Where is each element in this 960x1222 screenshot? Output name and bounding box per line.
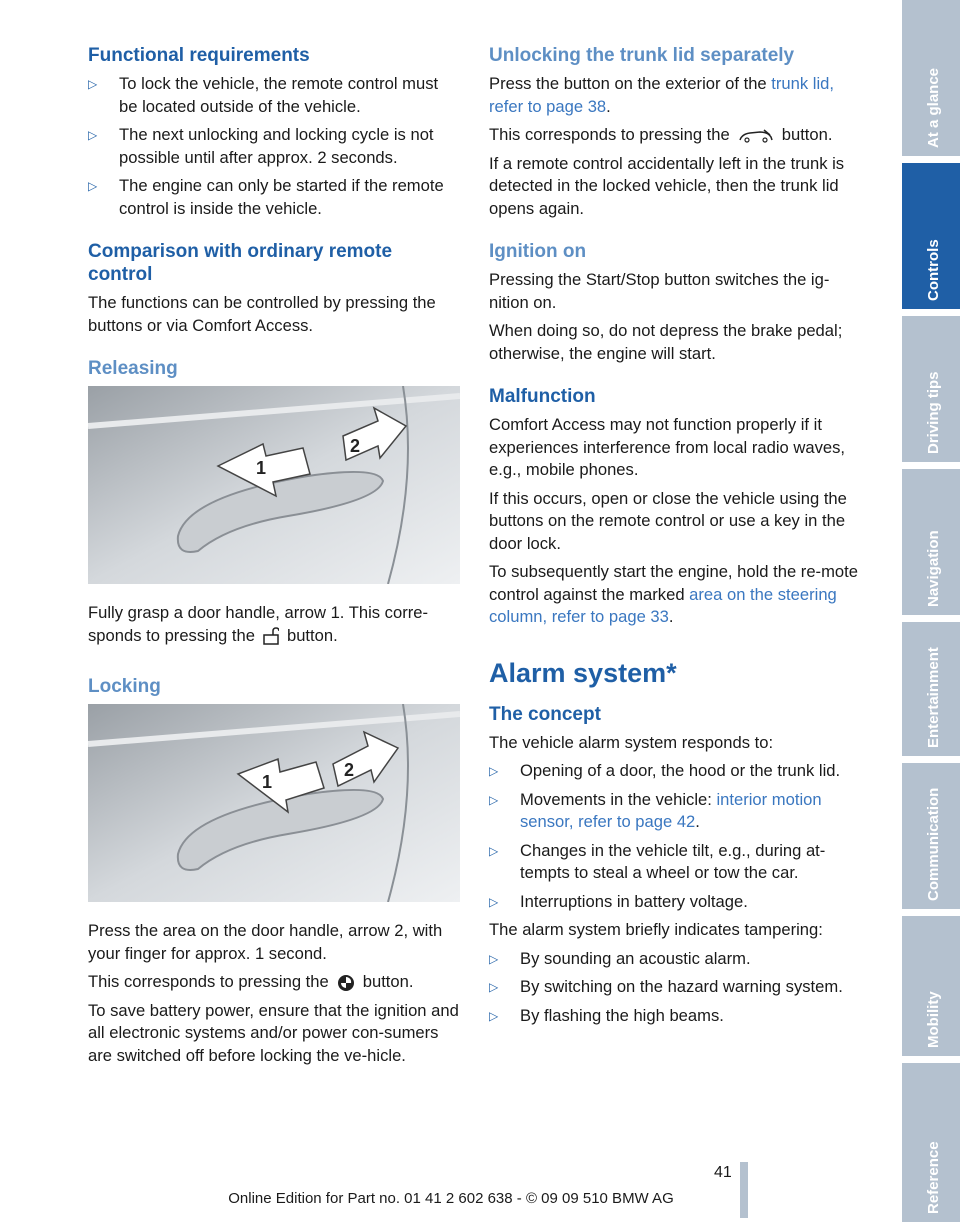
trunk-text-b: If a remote control accidentally left in the trunk is detected in the locked vehicle, then the trunk lid opens again. (489, 153, 845, 218)
functional-heading: Functional requirements (88, 45, 310, 66)
list-item: ▷ Movements in the vehicle: interior motion sensor, refer to page 42. (489, 789, 822, 831)
concept-list (489, 760, 861, 913)
tab-at-a-glance[interactable]: At a glance (902, 0, 960, 156)
tab-reference[interactable]: Reference (902, 1063, 960, 1222)
ignition-text-a: Pressing the Start/Stop button switches the ig-nition on. (489, 270, 830, 312)
list-item: ▷ Changes in the vehicle tilt, e.g., during at-tempts to steal a wheel or tow the car. (489, 840, 826, 882)
trunk-button-icon (738, 128, 774, 144)
tab-mobility[interactable]: Mobility (902, 916, 960, 1056)
releasing-text: Fully grasp a door handle, arrow 1. This corre-sponds to pressing the button. (88, 603, 429, 645)
tab-communication[interactable]: Communication (902, 763, 960, 909)
malfunction-heading: Malfunction (489, 386, 596, 407)
malfunction-text-a: Comfort Access may not function properly if it experiences interference from local radio waves, e.g., mobile phones. (489, 415, 846, 479)
concept-intro: The vehicle alarm system responds to: (489, 732, 774, 752)
arrow-1-label: 1 (256, 458, 267, 478)
footer-edition: Online Edition for Part no. 01 41 2 602 638 - © 09 09 510 BMW AG (228, 1190, 674, 1207)
triangle-bullet-icon: ▷ (489, 951, 499, 966)
steering-column-link[interactable]: area on the steering column, refer to page 33 (489, 584, 837, 626)
locking-heading: Locking (88, 676, 161, 697)
trunk-heading: Unlocking the trunk lid separately (489, 45, 795, 66)
triangle-bullet-icon: ▷ (489, 1008, 499, 1023)
trunk-link[interactable]: trunk lid, refer to page 38 (489, 74, 834, 116)
ignition-heading: Ignition on (489, 241, 587, 262)
comparison-text: The functions can be controlled by pressing the buttons or via Comfort Access. (88, 293, 436, 335)
arrow-2-label: 2 (350, 436, 361, 456)
triangle-bullet-icon: ▷ (88, 128, 98, 142)
tamper-list (489, 948, 861, 1028)
triangle-bullet-icon: ▷ (88, 179, 98, 193)
triangle-bullet-icon: ▷ (489, 894, 499, 909)
triangle-bullet-icon: ▷ (489, 843, 499, 858)
functional-list (88, 73, 460, 220)
releasing-heading: Releasing (88, 358, 178, 379)
triangle-bullet-icon: ▷ (489, 980, 499, 994)
left-column (88, 44, 460, 1073)
interior-motion-sensor-link[interactable]: interior motion sensor, refer to page 42 (520, 789, 822, 831)
door-handle-lock-photo (88, 704, 460, 902)
list-item: ▷ Opening of a door, the hood or the trunk lid. (489, 760, 861, 783)
malfunction-text-c: To subsequently start the engine, hold the re-mote control against the marked area on the steering column, refer to page 33. (489, 562, 858, 626)
comparison-heading: Comparison with ordinary remote control (88, 241, 393, 285)
right-column (489, 44, 861, 1033)
tab-driving-tips[interactable]: Driving tips (902, 316, 960, 462)
arrow-1-label: 1 (262, 772, 273, 792)
list-item: ▷ The next unlocking and locking cycle is not possible until after approx. 2 seconds. (88, 125, 434, 167)
list-item: ▷ Interruptions in battery voltage. (489, 891, 861, 914)
door-handle-release-photo (88, 386, 460, 584)
list-item: ▷ By sounding an acoustic alarm. (489, 948, 861, 971)
triangle-bullet-icon: ▷ (489, 792, 499, 807)
concept-heading: The concept (489, 703, 601, 725)
tamper-intro: The alarm system briefly indicates tampering: (489, 920, 823, 939)
tab-navigation[interactable]: Navigation (902, 469, 960, 615)
tab-controls[interactable]: Controls (902, 163, 960, 309)
lock-button-icon (337, 974, 355, 992)
locking-text: Press the area on the door handle, arrow 2, with your finger for approx. 1 second. (88, 921, 443, 963)
triangle-bullet-icon: ▷ (489, 764, 499, 778)
arrow-2-label: 2 (344, 760, 355, 780)
ignition-text-b: When doing so, do not depress the brake pedal; otherwise, the engine will start. (489, 321, 843, 363)
trunk-corresponds: This corresponds to pressing the button. (489, 125, 833, 144)
tab-entertainment[interactable]: Entertainment (902, 622, 960, 756)
trunk-text: Press the button on the exterior of the trunk lid, refer to page 38. (489, 74, 834, 116)
locking-button-text: This corresponds to pressing the button. (88, 972, 414, 991)
list-item: ▷ By switching on the hazard warning system. (489, 976, 861, 999)
list-item: ▷ The engine can only be started if the remote control is inside the vehicle. (88, 176, 444, 218)
triangle-bullet-icon: ▷ (88, 77, 98, 91)
list-item: ▷ To lock the vehicle, the remote control must be located outside of the vehicle. (88, 74, 439, 116)
page-number: 41 (714, 1164, 732, 1181)
unlock-icon (263, 627, 279, 645)
battery-text: To save battery power, ensure that the ignition and all electronic systems and/or power con-sumers are switched off before locking the ve-hicle. (88, 1000, 459, 1065)
alarm-heading: Alarm system* (489, 657, 677, 688)
malfunction-text-b: If this occurs, open or close the vehicle using the buttons on the remote control or use a key in the door lock. (489, 488, 847, 553)
list-item: ▷ By flashing the high beams. (489, 1005, 861, 1028)
chapter-sidebar (902, 0, 960, 1222)
